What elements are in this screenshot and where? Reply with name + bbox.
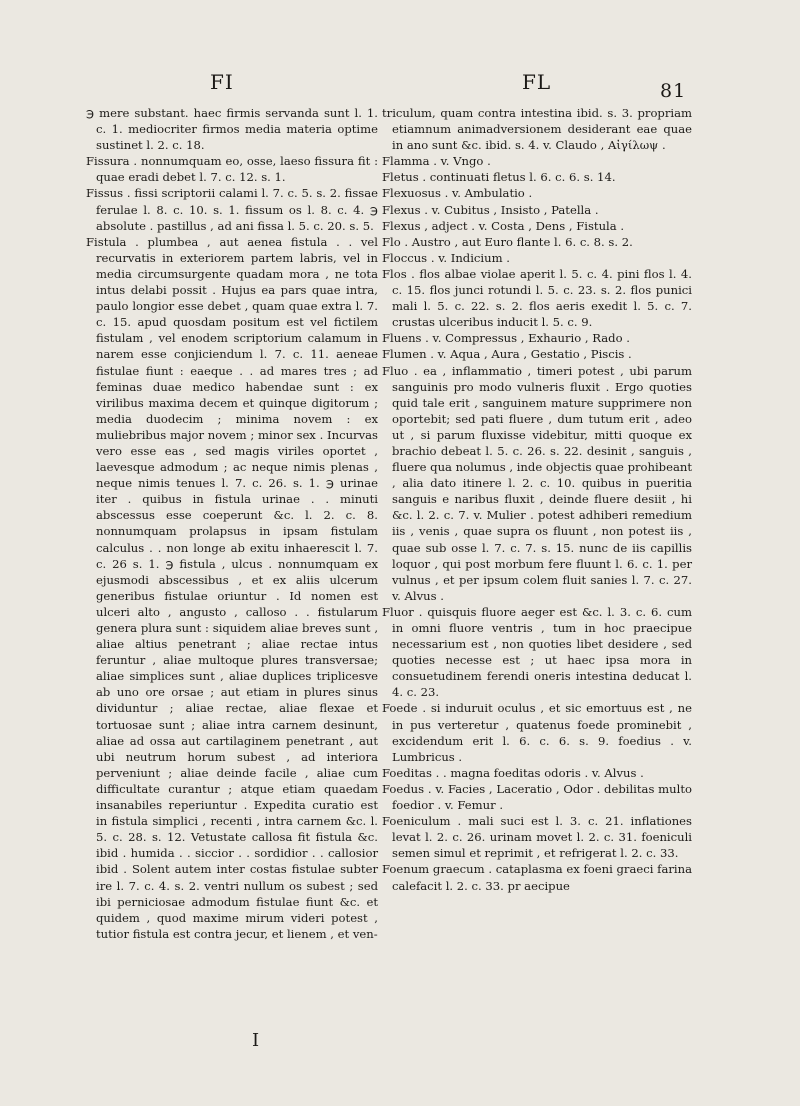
entry-flexus-adject: Flexus , adject . v. Costa , Dens , Fistula .: [382, 218, 625, 233]
entry-floccus: Floccus . v. Indicium .: [382, 250, 510, 265]
entry-foede: Foede . si induruit oculus , et sic emortuus est , ne in pus verteretur , quatenus foede prominebit , excidendum erit l. 6. c. 6. s. 9. foedius . v. Lumbricus .: [382, 701, 692, 764]
entry-flamma: Flamma . v. Vngo .: [382, 154, 491, 169]
entry-fistula-continued: triculum, quam contra intestina ibid. s. 3. propriam etiamnum animadversionem desiderant eae quae in ano sunt &c. ibid. s. 4. v. Claudo , Αἰγίλωψ .: [382, 106, 692, 153]
entry-flexuosus: Flexuosus . v. Ambulatio .: [382, 186, 533, 201]
entry-fluens: Fluens . v. Compressus , Exhaurio , Rado .: [382, 331, 630, 346]
entry-fissura-continued: ℈ mere substant. haec firmis servanda sunt l. 1. c. 1. mediocriter firmos media materia optime sustinet l. 2. c. 18.: [86, 106, 378, 153]
entry-fissus: Fissus . fissi scriptorii calami l. 7. c. 5. s. 2. fissae ferulae l. 8. c. 10. s. 1. fissum os l. 8. c. 4. ℈ absolute . pastillus , ad ani fissa l. 5. c. 20. s. 5.: [86, 186, 378, 233]
entry-fletus: Fletus . continuati fletus l. 6. c. 6. s. 14.: [382, 170, 616, 185]
entry-fluo: Fluo . ea , inflammatio , timeri potest , ubi parum sanguinis pro modo vulneris fluxit . Ergo quoties quid tale erit , sanguinem mature supprimere non oportebit; sed pati fluere , dum tutum erit , adeo ut , si parum fluxisse videbitur, mitti quoque ex brachio debeat l. 5. c. 26. s. 22. desinit , sanguis , fluere qua nolumus , inde objectis quae prohibeant , alia dato itinere l. 2. c. 10. quibus in pueritia sanguis e naribus fluxit , deinde fluere desiit , hi &c. l. 2. c. 7. v. Mulier . potest adhiberi remedium iis , venis , quae supra os fluunt , non potest iis , quae sub osse l. 7. c. 7. s. 15. nunc de iis capillis loquor , qui post morbum fere fluunt l. 6. c. 1. per vulnus , et per ipsum colem fluit sanies l. 7. c. 27. v. Alvus .: [382, 363, 693, 603]
entry-fluor: Fluor . quisquis fluore aeger est &c. l. 3. c. 6. cum in omni fluore ventris , tum in hoc praecipue necessarium est , non quoties libet desidere , sed quoties necesse est ; ut haec ipsa mora in consuetudinem ferendi oneris intestina deducat l. 4. c. 23.: [382, 604, 692, 700]
entry-flos: Flos . flos albae violae aperit l. 5. c. 4. pini flos l. 4. c. 15. flos junci rotundi l. 5. c. 23. s. 2. flos punici mali l. 5. c. 22. s. 2. flos aeris exedit l. 5. c. 7. crustas ulceribus inducit l. 5. c. 9.: [382, 266, 692, 330]
running-head-right: FL: [522, 70, 552, 94]
entry-fistula: Fistula . plumbea , aut aenea fistula . . vel recurvatis in exteriorem partem labris, vel in media circumsurgente quadam mora , ne tota intus delabi possit . Hujus ea pars quae intra, paulo longior esse debet , quam quae extra l. 7. c. 15. apud quosdam positum est vel fictilem fistulam , vel enodem scriptorium calamum in narem esse conjiciendum l. 7. c. 11. aeneae fistulae fiunt : eaeque . . ad mares tres ; ad feminas duae medico habendae sunt : ex virilibus maxima decem et quinque digitorum ; media duodecim ; minima novem : ex muliebribus major novem ; minor sex . Incurvas vero esse eas , sed magis viriles oportet , laevesque admodum ; ac neque nimis plenas , neque nimis tenues l. 7. c. 26. s. 1. ℈ urinae iter . quibus in fistula urinae . . minuti abscessus esse coeperunt &c. l. 2. c. 8. nonnumquam prolapsus in ipsam fistulam calculus . . non longe ab exitu inhaerescit l. 7. c. 26 s. 1. ℈ fistula , ulcus . nonnumquam ex ejusmodi abscessibus , et ex aliis ulcerum generibus fistulae oriuntur . Id nomen est ulceri alto , angusto , calloso . . fistularum genera plura sunt : siquidem aliae breves sunt , aliae altius penetrant ; aliae rectae intus feruntur , aliae multoque plures transversae; aliae simplices sunt , aliae duplices triplicesve ab uno ore orsae ; aut etiam in plures sinus dividuntur ; aliae rectae, aliae flexae et tortuosae sunt ; aliae intra carnem desinunt, aliae ad ossa aut cartilaginem penetrant , aut ubi neutrum horum subest , ad interiora perveniunt ; aliae deinde facile , aliae cum difficultate curantur ; atque etiam quaedam insanabiles reperiuntur . Expedita curatio est in fistula simplici , recenti , intra carnem &c. l. 5. c. 28. s. 12. Vetustate callosa fit fistula &c. ibid . humida . . siccior . . sordidior . . callosior ibid . Solent autem inter costas fistulae subter ire l. 7. c. 4. s. 2. ventri nullum os subest ; sed ibi perniciosae admodum fistulae fiunt &c. et quidem , quod maxime mirum videri potest , tutior fistula est contra jecur, et lienem , et ven-: [86, 234, 378, 941]
right-column: [382, 105, 692, 894]
entry-foeditas: Foeditas . . magna foeditas odoris . v. Alvus .: [382, 765, 644, 780]
signature-mark: I: [252, 1030, 260, 1051]
page-number: 81: [660, 80, 687, 102]
entry-flexus: Flexus . v. Cubitus , Insisto , Patella .: [382, 202, 599, 217]
running-head-left: FI: [210, 70, 234, 94]
entry-foeniculum: Foeniculum . mali suci est l. 3. c. 21. inflationes levat l. 2. c. 26. urinam movet l. 2. c. 31. foeniculi semen simul et reprimit , et refrigerat l. 2. c. 33.: [382, 814, 692, 861]
entry-flo: Flo . Austro , aut Euro flante l. 6. c. 8. s. 2.: [382, 234, 633, 249]
left-column: [86, 105, 378, 942]
entry-foenum-graecum: Foenum graecum . cataplasma ex foeni graeci farina calefacit l. 2. c. 33. pr aecipue: [382, 862, 692, 893]
entry-fissura: Fissura . nonnumquam eo, osse, laeso fissura fit : quae eradi debet l. 7. c. 12. s. 1.: [86, 154, 378, 185]
entry-flumen: Flumen . v. Aqua , Aura , Gestatio , Piscis .: [382, 347, 632, 362]
entry-foedus: Foedus . v. Facies , Laceratio , Odor . debilitas multo foedior . v. Femur .: [382, 781, 692, 813]
